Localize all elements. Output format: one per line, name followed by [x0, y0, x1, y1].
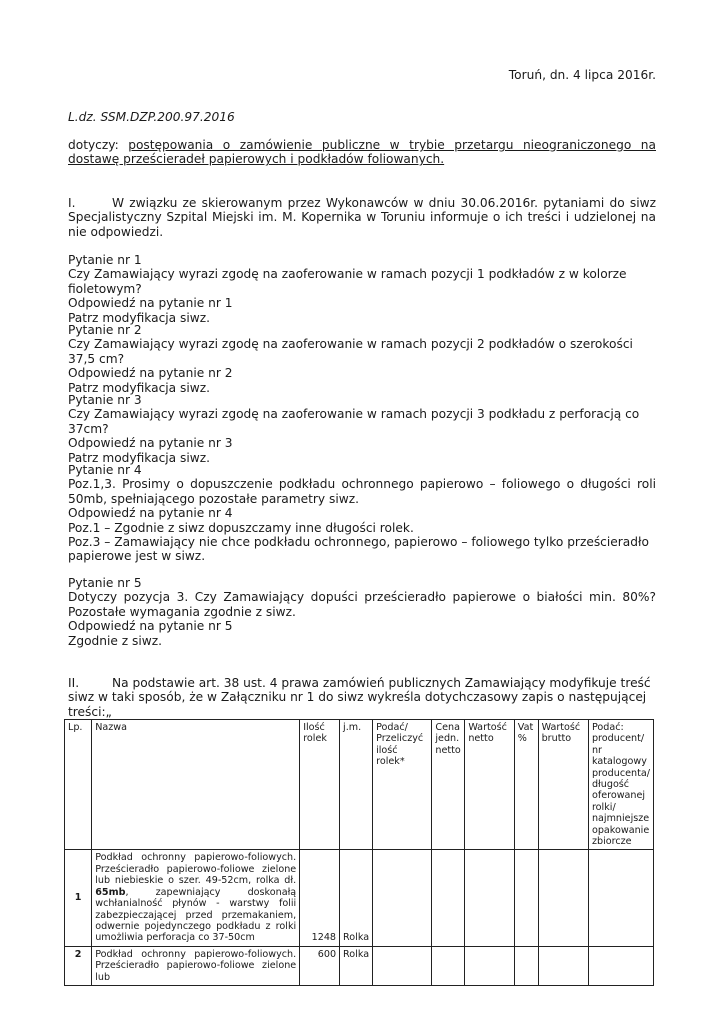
row-nazwa-part: Podkład ochronny papierowo-foliowych. Prześcieradło papierowo-foliowe zielone lub niebieskie o szer. 49-52cm, rolka dł.: [95, 852, 297, 887]
header-producent: Podać: producent/ nr katalogowy producenta/ długość oferowanej rolki/ najmniejsze opakowanie zbiorcze: [588, 720, 653, 850]
question-text: Czy Zamawiający wyrazi zgodę na zaoferowanie w ramach pozycji 2 podkładów o szerokości 37,5 cm?: [68, 337, 633, 366]
row-nazwa-bold: 65mb: [95, 886, 126, 898]
header-ilosc: Ilość rolek: [300, 720, 340, 850]
question-3: [68, 393, 656, 465]
document-date: Toruń, dn. 4 lipca 2016r.: [508, 68, 656, 82]
answer-text: Patrz modyfikacja siwz.: [68, 450, 211, 465]
row-wartosc-brutto: [538, 850, 588, 946]
answer-title: Odpowiedź na pytanie nr 4: [68, 506, 233, 521]
subject-paragraph: [68, 138, 656, 167]
header-podac: Podać/ Przeliczyć ilość rolek*: [373, 720, 432, 850]
row-nazwa-part: , zapewniający doskonałą wchłanialność płynów - warstwy folii zabezpieczającej przed przemakaniem, odwernie pojedynczego podkładu z rolki umożliwia perforacja co 37-50cm: [95, 886, 297, 944]
row-jm: Rolka: [340, 850, 373, 946]
row-vat: [514, 850, 538, 946]
row-nazwa: Podkład ochronny papierowo-foliowych. Prześcieradło papierowo-foliowe zielone lub: [92, 946, 300, 985]
answer-title: Odpowiedź na pytanie nr 1: [68, 296, 233, 311]
question-1: [68, 253, 656, 325]
section-1-number: I.: [68, 196, 76, 210]
table-row: [65, 850, 654, 946]
section-2-line-2: siwz w taki sposób, że w Załączniku nr 1 do siwz wykreśla dotychczasowy zapis o następującej treści:„: [68, 690, 647, 719]
header-lp: Lp.: [65, 720, 92, 850]
question-title: Pytanie nr 5: [68, 576, 142, 590]
section-2-text: Na podstawie art. 38 ust. 4 prawa zamówień publicznych Zamawiający modyfikuje treść: [112, 676, 651, 690]
table-row: [65, 946, 654, 985]
row-wartosc-netto: [465, 946, 514, 985]
section-2: [68, 676, 656, 719]
row-ilosc: 1248: [300, 850, 340, 946]
answer-title: Odpowiedź na pytanie nr 2: [68, 366, 233, 381]
table-header-row: [65, 720, 654, 850]
answer-text: Patrz modyfikacja siwz.: [68, 380, 211, 395]
row-lp: 1: [65, 850, 92, 946]
row-podac: [373, 850, 432, 946]
question-text: Poz.1,3. Prosimy o dopuszczenie podkładu ochronnego papierowo – foliowego o długości roli 50mb, spełniającego pozostałe parametry siwz.: [68, 477, 656, 506]
header-cena: Cena jedn. netto: [432, 720, 465, 850]
reference-number: L.dz. SSM.DZP.200.97.2016: [68, 110, 235, 124]
row-cena: [432, 946, 465, 985]
row-vat: [514, 946, 538, 985]
answer-text: Patrz modyfikacja siwz.: [68, 310, 211, 325]
answer-title: Odpowiedź na pytanie nr 3: [68, 436, 233, 451]
section-1-paragraph: [68, 196, 656, 239]
answer-text: Poz.1 – Zgodnie z siwz dopuszczamy inne długości rolek.: [68, 520, 414, 535]
section-1-text: W związku ze skierowanym przez Wykonawców w dniu 30.06.2016r. pytaniami do siwz Specjalistyczny Szpital Miejski im. M. Kopernika w Toruniu informuje o ich treści i udzielonej na nie odpowiedzi.: [68, 196, 656, 239]
row-nazwa: [92, 850, 300, 946]
header-jm: j.m.: [340, 720, 373, 850]
header-wartosc-brutto: Wartość brutto: [538, 720, 588, 850]
question-text: Czy Zamawiający wyrazi zgodę na zaoferowanie w ramach pozycji 1 podkładów z w kolorze fioletowym?: [68, 267, 627, 296]
question-title: Pytanie nr 1: [68, 253, 142, 267]
question-2: [68, 323, 656, 395]
question-title: Pytanie nr 2: [68, 323, 142, 337]
row-wartosc-brutto: [538, 946, 588, 985]
header-wartosc-netto: Wartość netto: [465, 720, 514, 850]
question-title: Pytanie nr 4: [68, 463, 142, 477]
question-5: [68, 576, 656, 648]
subject-text: postępowania o zamówienie publiczne w trybie przetargu nieograniczonego na dostawę prześcieradeł papierowych i podkładów foliowanych.: [68, 138, 656, 167]
answer-title: Odpowiedź na pytanie nr 5: [68, 619, 233, 634]
row-cena: [432, 850, 465, 946]
row-podac: [373, 946, 432, 985]
subject-prefix: dotyczy:: [68, 138, 129, 152]
row-jm: Rolka: [340, 946, 373, 985]
row-ilosc: 600: [300, 946, 340, 985]
header-vat: Vat %: [514, 720, 538, 850]
question-title: Pytanie nr 3: [68, 393, 142, 407]
question-4: [68, 463, 656, 564]
row-producent: [588, 850, 653, 946]
row-producent: [588, 946, 653, 985]
row-lp: 2: [65, 946, 92, 985]
section-2-line-1: [68, 676, 656, 690]
header-nazwa: Nazwa: [92, 720, 300, 850]
section-2-number: II.: [68, 676, 80, 690]
answer-text: Zgodnie z siwz.: [68, 633, 163, 648]
row-wartosc-netto: [465, 850, 514, 946]
question-text: Czy Zamawiający wyrazi zgodę na zaoferowanie w ramach pozycji 3 podkładu z perforacją co 37cm?: [68, 407, 640, 436]
question-text: Dotyczy pozycja 3. Czy Zamawiający dopuści prześcieradło papierowe o białości min. 80%? Pozostałe wymagania zgodnie z siwz.: [68, 590, 656, 619]
answer-text: Poz.3 – Zamawiający nie chce podkładu ochronnego, papierowo – foliowego tylko prześcieradło papierowe jest w siwz.: [68, 535, 649, 564]
items-table: [64, 719, 654, 986]
